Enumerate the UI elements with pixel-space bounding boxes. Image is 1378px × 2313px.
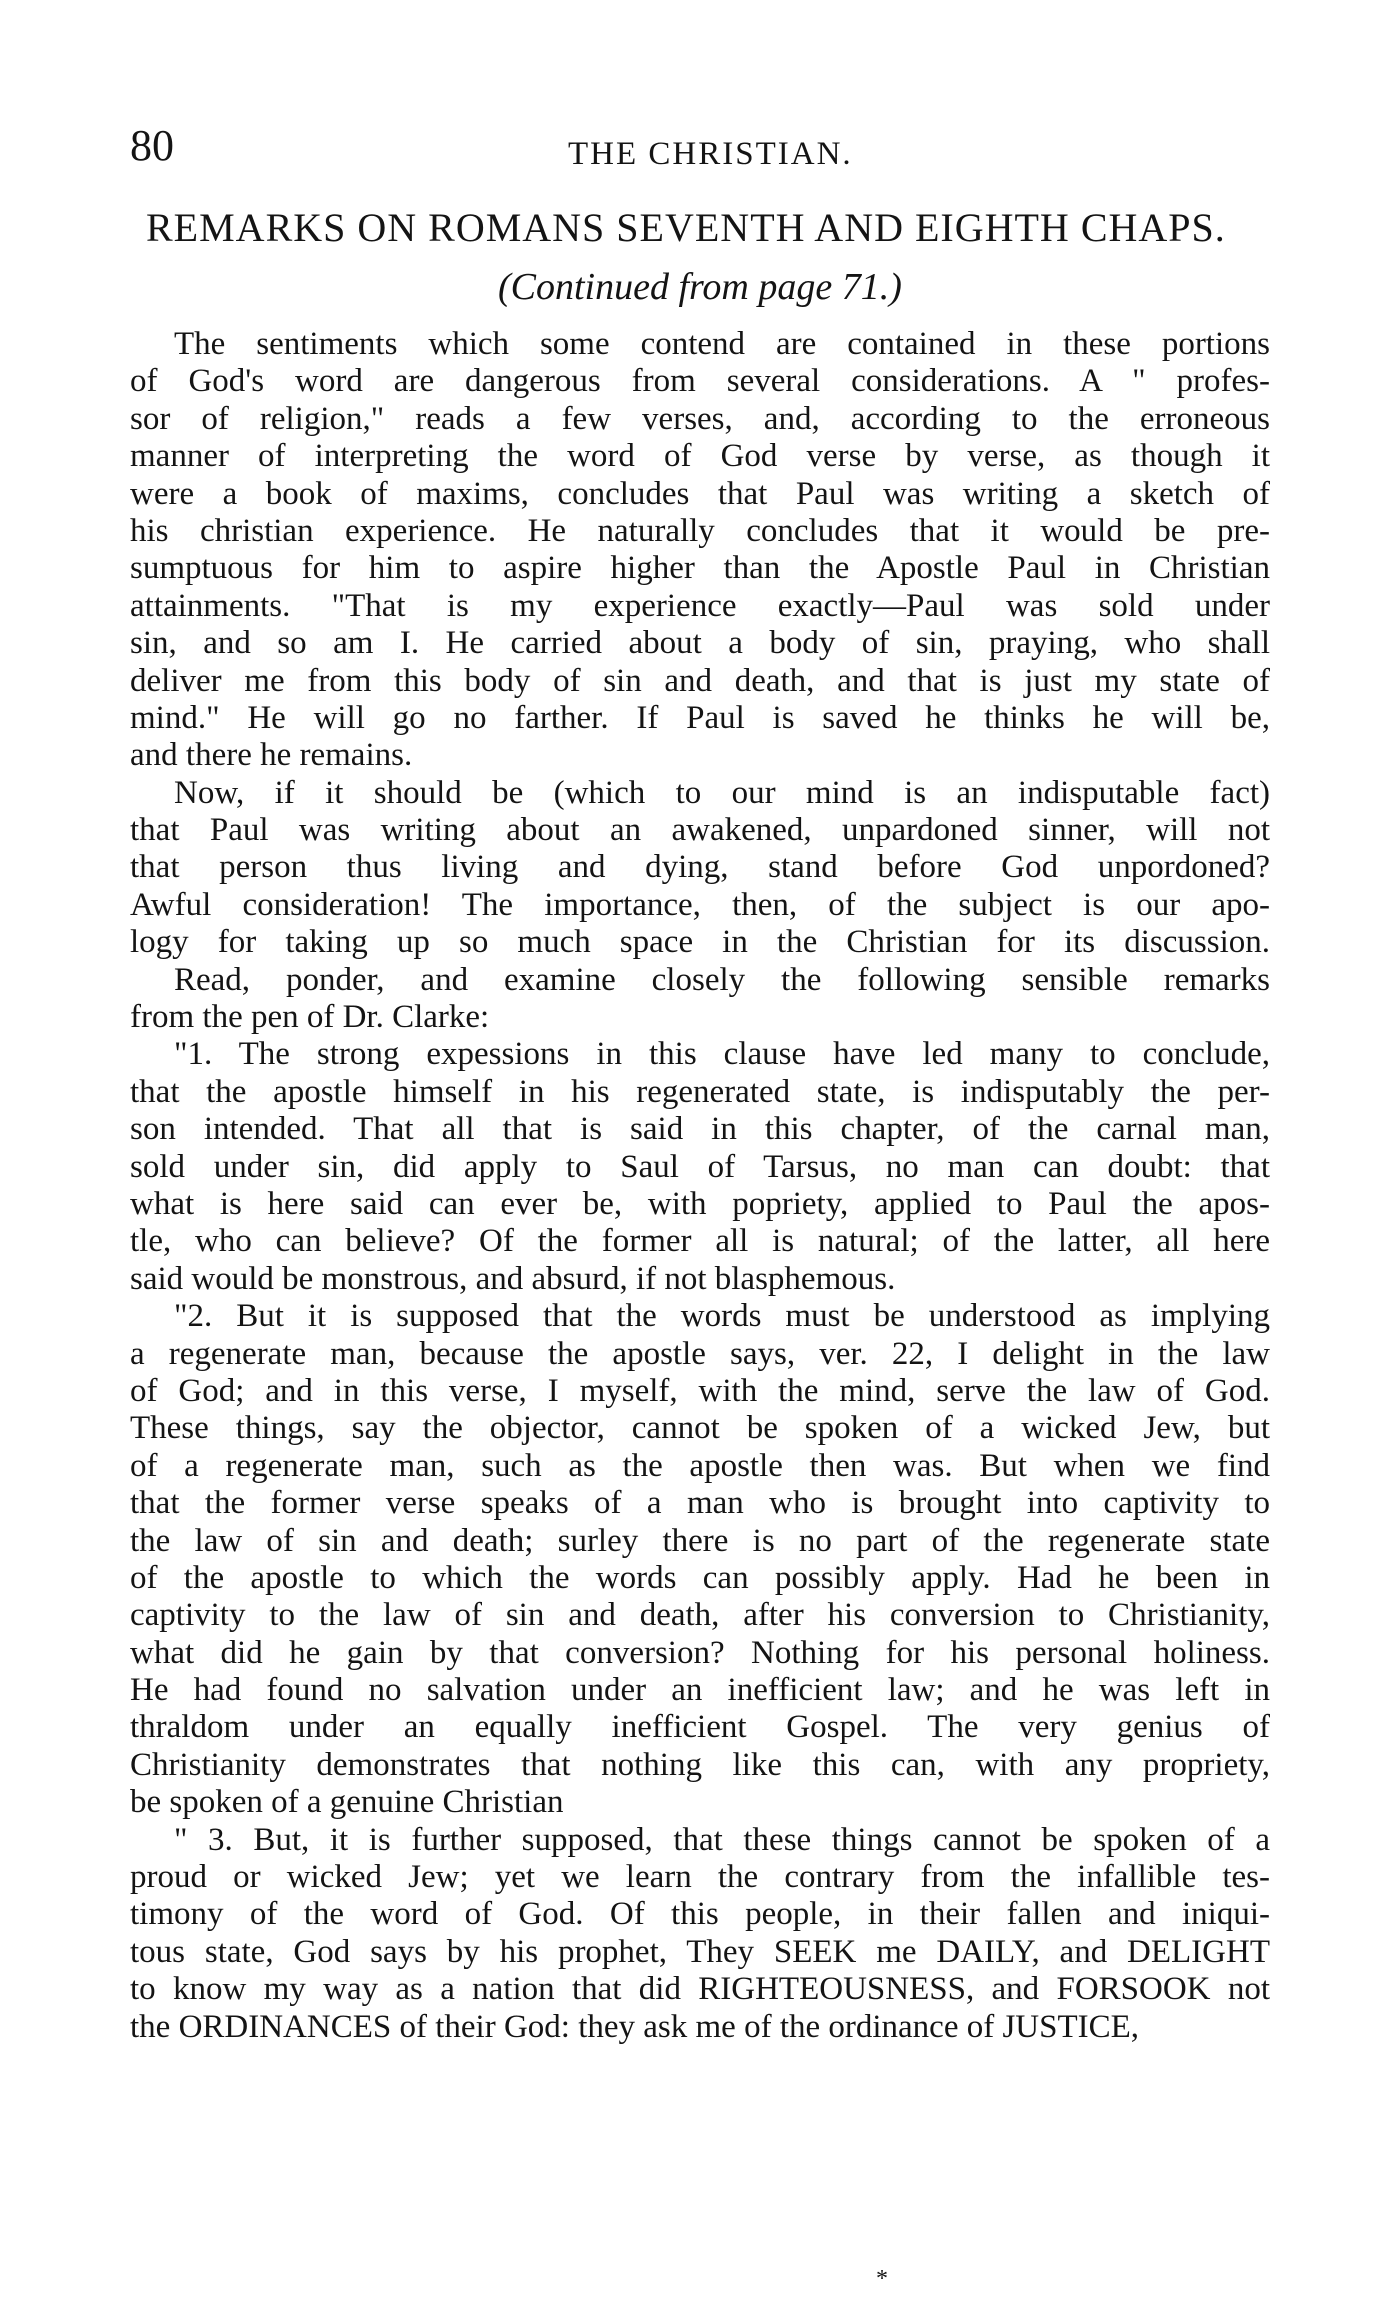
text-line: Awful consideration! The importance, then, of the subject is our apo- <box>130 886 1270 923</box>
text-line: that person thus living and dying, stand before God unpordoned? <box>130 849 1270 886</box>
text-line: sor of religion," reads a few verses, and, according to the erroneous <box>130 400 1270 437</box>
text-line: Read, ponder, and examine closely the following sensible remarks <box>174 961 1270 998</box>
text-line: proud or wicked Jew; yet we learn the contrary from the infallible tes- <box>130 1859 1270 1896</box>
text-line: of God's word are dangerous from several considerations. A " profes- <box>130 363 1270 400</box>
page-number: 80 <box>130 121 174 170</box>
text-line: logy for taking up so much space in the Christian for its discussion. <box>130 924 1270 961</box>
text-line: sin, and so am I. He carried about a body of sin, praying, who shall <box>130 625 1270 662</box>
article-title: REMARKS ON ROMANS SEVENTH AND EIGHTH CHAPS. <box>146 205 1226 250</box>
text-line: "2. But it is supposed that the words must be understood as implying <box>174 1298 1270 1335</box>
text-line: manner of interpreting the word of God verse by verse, as though it <box>130 438 1270 475</box>
text-line: Christianity demonstrates that nothing like this can, with any propriety, <box>130 1746 1270 1783</box>
text-line: what did he gain by that conversion? Nothing for his personal holiness. <box>130 1634 1270 1671</box>
text-line: said would be monstrous, and absurd, if not blasphemous. <box>130 1260 896 1297</box>
text-line: of a regenerate man, such as the apostle then was. But when we find <box>130 1447 1270 1484</box>
text-line: the law of sin and death; surley there is no part of the regenerate state <box>130 1522 1270 1559</box>
text-line: sold under sin, did apply to Saul of Tarsus, no man can doubt: that <box>130 1148 1270 1185</box>
text-line: son intended. That all that is said in this chapter, of the carnal man, <box>130 1111 1270 1148</box>
text-line: tle, who can believe? Of the former all is natural; of the latter, all here <box>130 1223 1270 1260</box>
text-line: timony of the word of God. Of this people, in their fallen and iniqui- <box>130 1896 1270 1933</box>
text-line: The sentiments which some contend are contained in these portions <box>174 326 1270 362</box>
text-line: from the pen of Dr. Clarke: <box>130 999 490 1036</box>
article-body <box>130 326 1270 2046</box>
running-head: THE CHRISTIAN. <box>568 136 853 172</box>
continued-note: (Continued from page 71.) <box>498 266 902 308</box>
text-line: that the former verse speaks of a man who is brought into captivity to <box>130 1485 1270 1522</box>
text-line: were a book of maxims, concludes that Paul was writing a sketch of <box>130 475 1270 512</box>
text-line: and there he remains. <box>130 737 413 774</box>
text-line: mind." He will go no farther. If Paul is saved he thinks he will be, <box>130 699 1270 736</box>
text-line: These things, say the objector, cannot be spoken of a wicked Jew, but <box>130 1410 1270 1447</box>
text-line: of God; and in this verse, I myself, with the mind, serve the law of God. <box>130 1372 1270 1409</box>
text-line: tous state, God says by his prophet, They SEEK me DAILY, and DELIGHT <box>130 1933 1270 1970</box>
text-line: a regenerate man, because the apostle says, ver. 22, I delight in the law <box>130 1335 1270 1372</box>
text-line: deliver me from this body of sin and death, and that is just my state of <box>130 662 1270 699</box>
text-line: attainments. "That is my experience exactly—Paul was sold under <box>130 587 1270 624</box>
text-line: the ORDINANCES of their God: they ask me of the ordinance of JUSTICE, <box>130 2008 1140 2045</box>
text-line: "1. The strong expessions in this clause have led many to conclude, <box>174 1036 1270 1073</box>
text-line: what is here said can ever be, with popriety, applied to Paul the apos- <box>130 1185 1270 1222</box>
text-line: his christian experience. He naturally concludes that it would be pre- <box>130 512 1270 549</box>
text-line: that the apostle himself in his regenerated state, is indisputably the per- <box>130 1073 1270 1110</box>
text-line: " 3. But, it is further supposed, that these things cannot be spoken of a <box>174 1821 1270 1858</box>
text-line: He had found no salvation under an inefficient law; and he was left in <box>130 1672 1270 1709</box>
text-line: thraldom under an equally inefficient Gospel. The very genius of <box>130 1709 1270 1746</box>
text-line: Now, if it should be (which to our mind is an indisputable fact) <box>174 774 1270 811</box>
text-line: to know my way as a nation that did RIGHTEOUSNESS, and FORSOOK not <box>130 1971 1270 2008</box>
page-mark: * <box>876 2266 888 2292</box>
text-line: be spoken of a genuine Christian <box>130 1784 564 1821</box>
text-line: of the apostle to which the words can possibly apply. Had he been in <box>130 1559 1270 1596</box>
text-line: captivity to the law of sin and death, after his conversion to Christianity, <box>130 1597 1270 1634</box>
text-line: that Paul was writing about an awakened, unpardoned sinner, will not <box>130 812 1270 849</box>
text-line: sumptuous for him to aspire higher than the Apostle Paul in Christian <box>130 550 1270 587</box>
